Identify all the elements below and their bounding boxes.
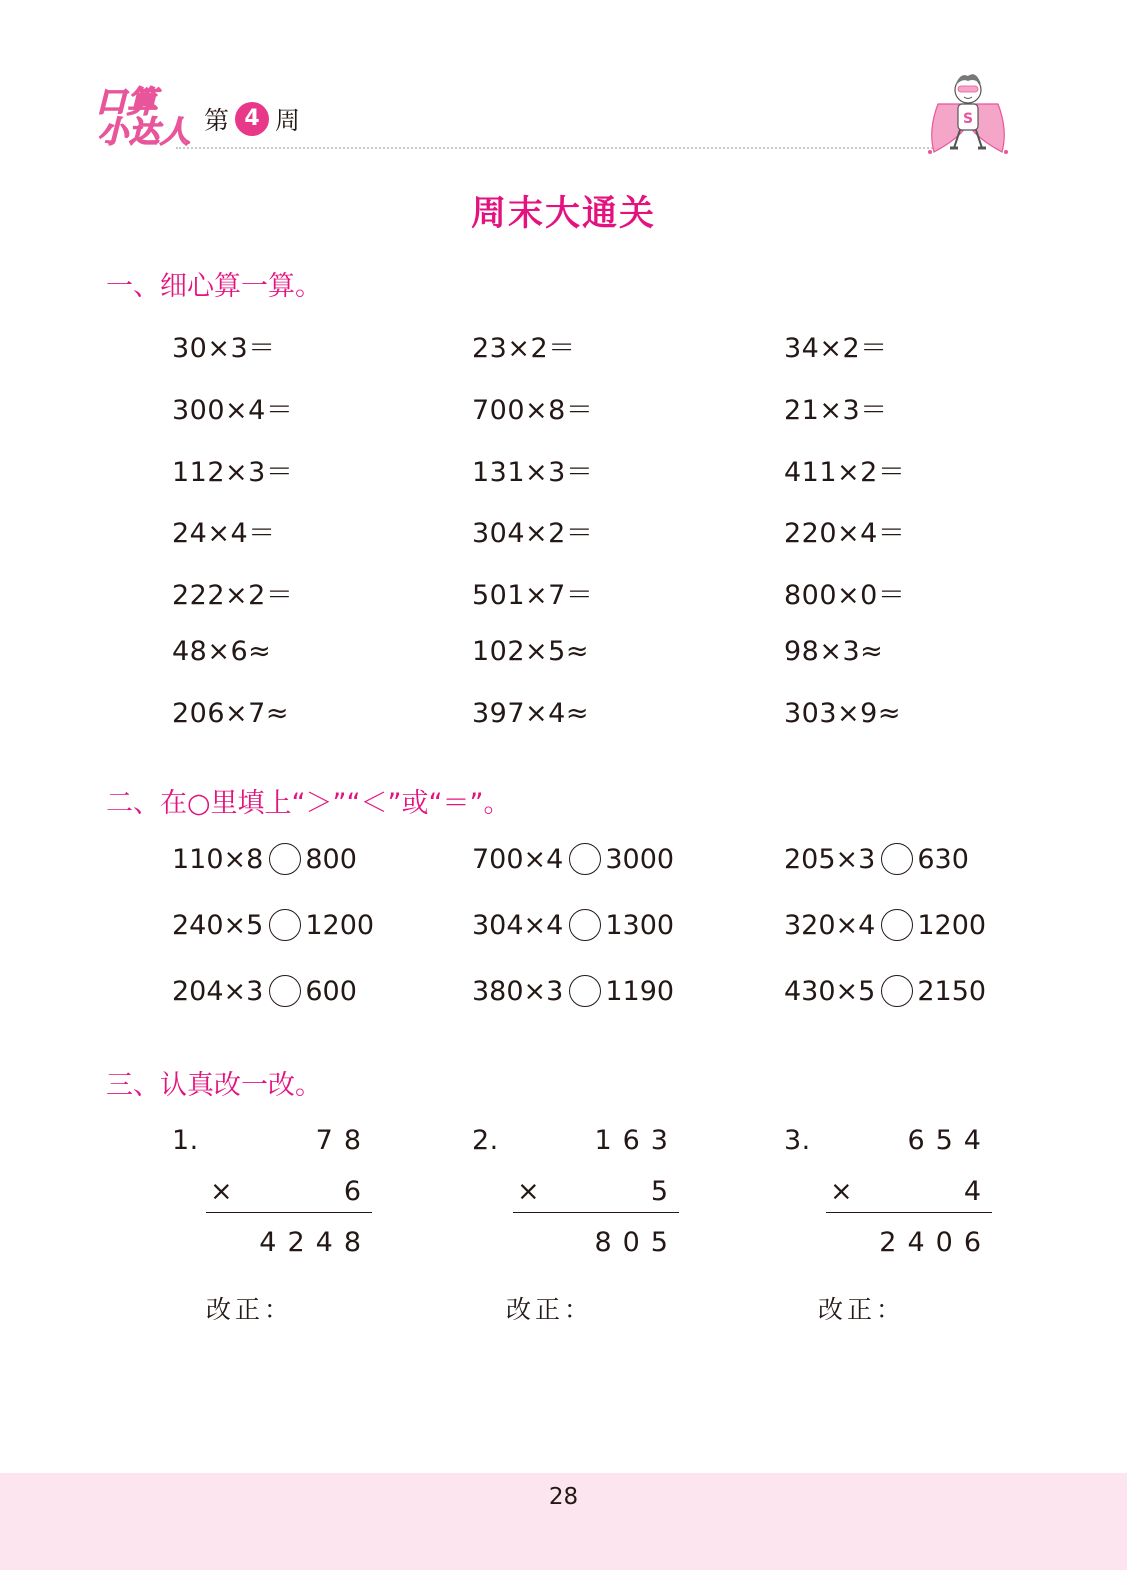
comparison-item	[472, 909, 674, 941]
week-prefix: 第	[204, 106, 230, 135]
problem-number: 2.	[472, 1125, 499, 1156]
page-number: 28	[548, 1484, 579, 1510]
calc-problem: 23×2＝	[472, 333, 576, 364]
logo-line-1: 口算	[96, 85, 158, 120]
calc-problem: 98×3≈	[784, 636, 884, 667]
wrong-result: 2406	[879, 1227, 992, 1258]
comparison-right: 1190	[605, 975, 675, 1007]
answer-circle[interactable]	[569, 975, 601, 1007]
section-2-heading: 二、在○里填上“＞”“＜”或“＝”。	[106, 788, 511, 819]
logo	[96, 85, 191, 150]
calc-problem: 220×4＝	[784, 518, 906, 549]
comparison-item	[784, 909, 986, 941]
comparison-right: 2150	[917, 975, 987, 1007]
calc-problem: 501×7＝	[472, 580, 594, 611]
multiply-sign: ×	[210, 1176, 234, 1207]
wrong-result: 805	[594, 1227, 679, 1258]
calc-problem: 24×4＝	[172, 518, 276, 549]
calc-problem: 300×4＝	[172, 395, 294, 426]
comparison-left: 304×4	[472, 909, 564, 941]
calc-problem: 411×2＝	[784, 457, 906, 488]
answer-circle[interactable]	[881, 975, 913, 1007]
multiply-sign: ×	[517, 1176, 541, 1207]
comparison-right: 600	[305, 975, 357, 1007]
calc-problem: 206×7≈	[172, 698, 289, 729]
multiplicand: 654	[907, 1125, 992, 1156]
comparison-item	[172, 975, 357, 1007]
comparison-left: 380×3	[472, 975, 564, 1007]
comparison-left: 430×5	[784, 975, 876, 1007]
multiplicand: 163	[594, 1125, 679, 1156]
comparison-left: 205×3	[784, 843, 876, 875]
answer-circle[interactable]	[569, 909, 601, 941]
comparison-right: 800	[305, 843, 357, 875]
calc-problem: 700×8＝	[472, 395, 594, 426]
multiplicand: 78	[315, 1125, 372, 1156]
answer-circle[interactable]	[269, 909, 301, 941]
wrong-result: 4248	[259, 1227, 372, 1258]
week-number-badge: 4	[235, 102, 269, 136]
answer-circle[interactable]	[269, 843, 301, 875]
calc-problem: 397×4≈	[472, 698, 589, 729]
multiplier: 4	[963, 1176, 992, 1207]
calc-problem: 222×2＝	[172, 580, 294, 611]
comparison-item	[472, 975, 674, 1007]
week-indicator	[204, 101, 300, 137]
calc-problem: 34×2＝	[784, 333, 888, 364]
correction-label: 改正：	[818, 1295, 906, 1324]
correction-label: 改正：	[206, 1295, 294, 1324]
comparison-item	[784, 975, 986, 1007]
header-divider	[176, 147, 936, 149]
answer-circle[interactable]	[569, 843, 601, 875]
page-title: 周末大通关	[470, 194, 656, 234]
answer-circle[interactable]	[269, 975, 301, 1007]
comparison-item	[172, 909, 374, 941]
calc-problem: 112×3＝	[172, 457, 294, 488]
section-1-heading: 一、细心算一算。	[106, 271, 322, 302]
comparison-item	[784, 843, 969, 875]
calc-problem: 303×9≈	[784, 698, 901, 729]
comparison-right: 630	[917, 843, 969, 875]
week-suffix: 周	[275, 106, 301, 135]
comparison-right: 1200	[917, 909, 987, 941]
calc-problem: 48×6≈	[172, 636, 272, 667]
comparison-right: 1300	[605, 909, 675, 941]
comparison-right: 3000	[605, 843, 675, 875]
comparison-left: 240×5	[172, 909, 264, 941]
problem-number: 1.	[172, 1125, 199, 1156]
result-line	[513, 1212, 679, 1213]
calc-problem: 131×3＝	[472, 457, 594, 488]
answer-circle[interactable]	[881, 909, 913, 941]
comparison-item	[472, 843, 674, 875]
multiplier: 5	[650, 1176, 679, 1207]
multiply-sign: ×	[830, 1176, 854, 1207]
answer-circle[interactable]	[881, 843, 913, 875]
calc-problem: 304×2＝	[472, 518, 594, 549]
correction-label: 改正：	[506, 1295, 594, 1324]
calc-problem: 21×3＝	[784, 395, 888, 426]
calc-problem: 102×5≈	[472, 636, 589, 667]
section-3-heading: 三、认真改一改。	[106, 1070, 322, 1101]
svg-text:S: S	[962, 111, 974, 127]
result-line	[206, 1212, 372, 1213]
superhero-mascot-icon	[920, 68, 1016, 160]
comparison-left: 204×3	[172, 975, 264, 1007]
result-line	[826, 1212, 992, 1213]
comparison-right: 1200	[305, 909, 375, 941]
calc-problem: 800×0＝	[784, 580, 906, 611]
comparison-left: 700×4	[472, 843, 564, 875]
logo-line-2: 小达人	[98, 115, 191, 150]
calc-problem: 30×3＝	[172, 333, 276, 364]
comparison-left: 320×4	[784, 909, 876, 941]
comparison-left: 110×8	[172, 843, 264, 875]
problem-number: 3.	[784, 1125, 811, 1156]
multiplier: 6	[343, 1176, 372, 1207]
comparison-item	[172, 843, 357, 875]
